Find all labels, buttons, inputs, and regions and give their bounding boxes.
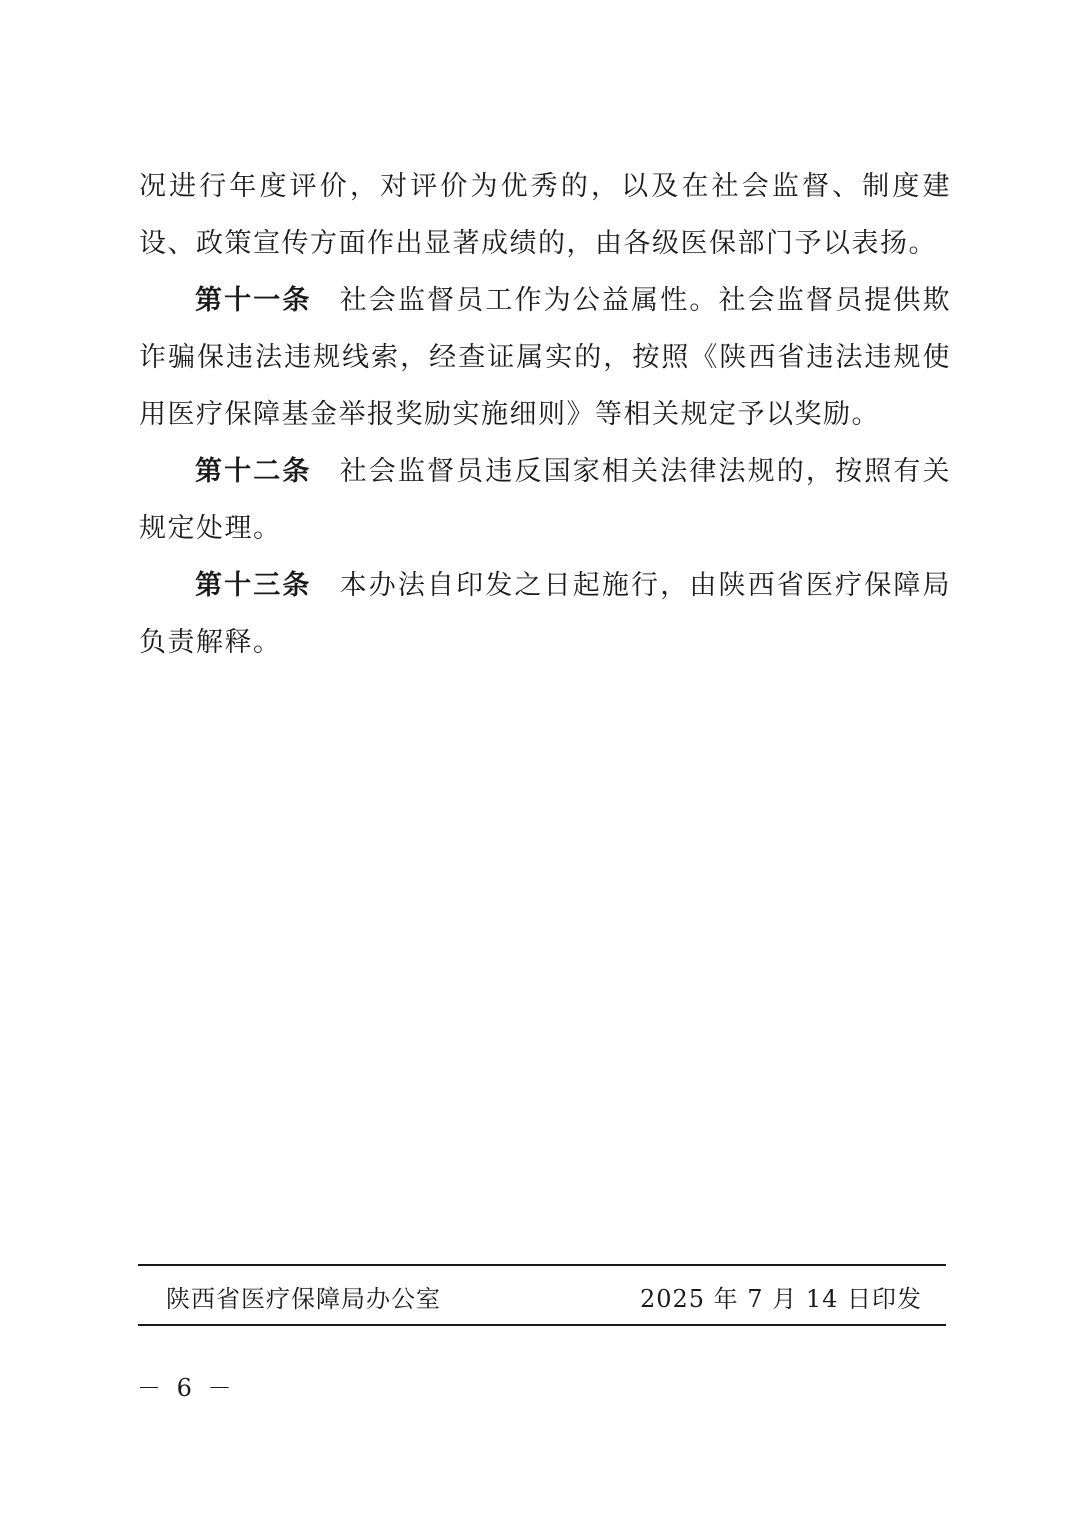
article-text: 本办法自印发之日起施行，由陕西省医疗保障局负责解释。 [139,570,952,658]
issue-date: 2025 年 7 月 14 日印发 [639,1284,922,1313]
article-13 [139,557,951,671]
paragraph-text: 况进行年度评价，对评价为优秀的，以及在社会监督、制度建设、政策宣传方面作出显著成绩的，由各级医保部门予以表扬。 [139,171,951,259]
article-heading: 第十一条 [195,285,312,316]
page-number: － 6 － [137,1374,236,1402]
footer-top-rule [138,1264,946,1266]
footer-bottom-rule [138,1324,946,1326]
imprint-footer [166,1276,922,1316]
issuer-name: 陕西省医疗保障局办公室 [166,1284,441,1313]
article-heading: 第十三条 [195,570,312,601]
article-12 [139,443,951,557]
article-heading: 第十二条 [195,456,312,487]
article-text: 社会监督员违反国家相关法律法规的，按照有关规定处理。 [139,456,952,544]
paragraph-continuation [139,158,951,272]
document-body [139,158,951,671]
article-11 [139,272,951,443]
article-text: 社会监督员工作为公益属性。社会监督员提供欺诈骗保违法违规线索，经查证属实的，按照《陕西省违法违规使用医疗保障基金举报奖励实施细则》等相关规定予以奖励。 [139,285,952,430]
